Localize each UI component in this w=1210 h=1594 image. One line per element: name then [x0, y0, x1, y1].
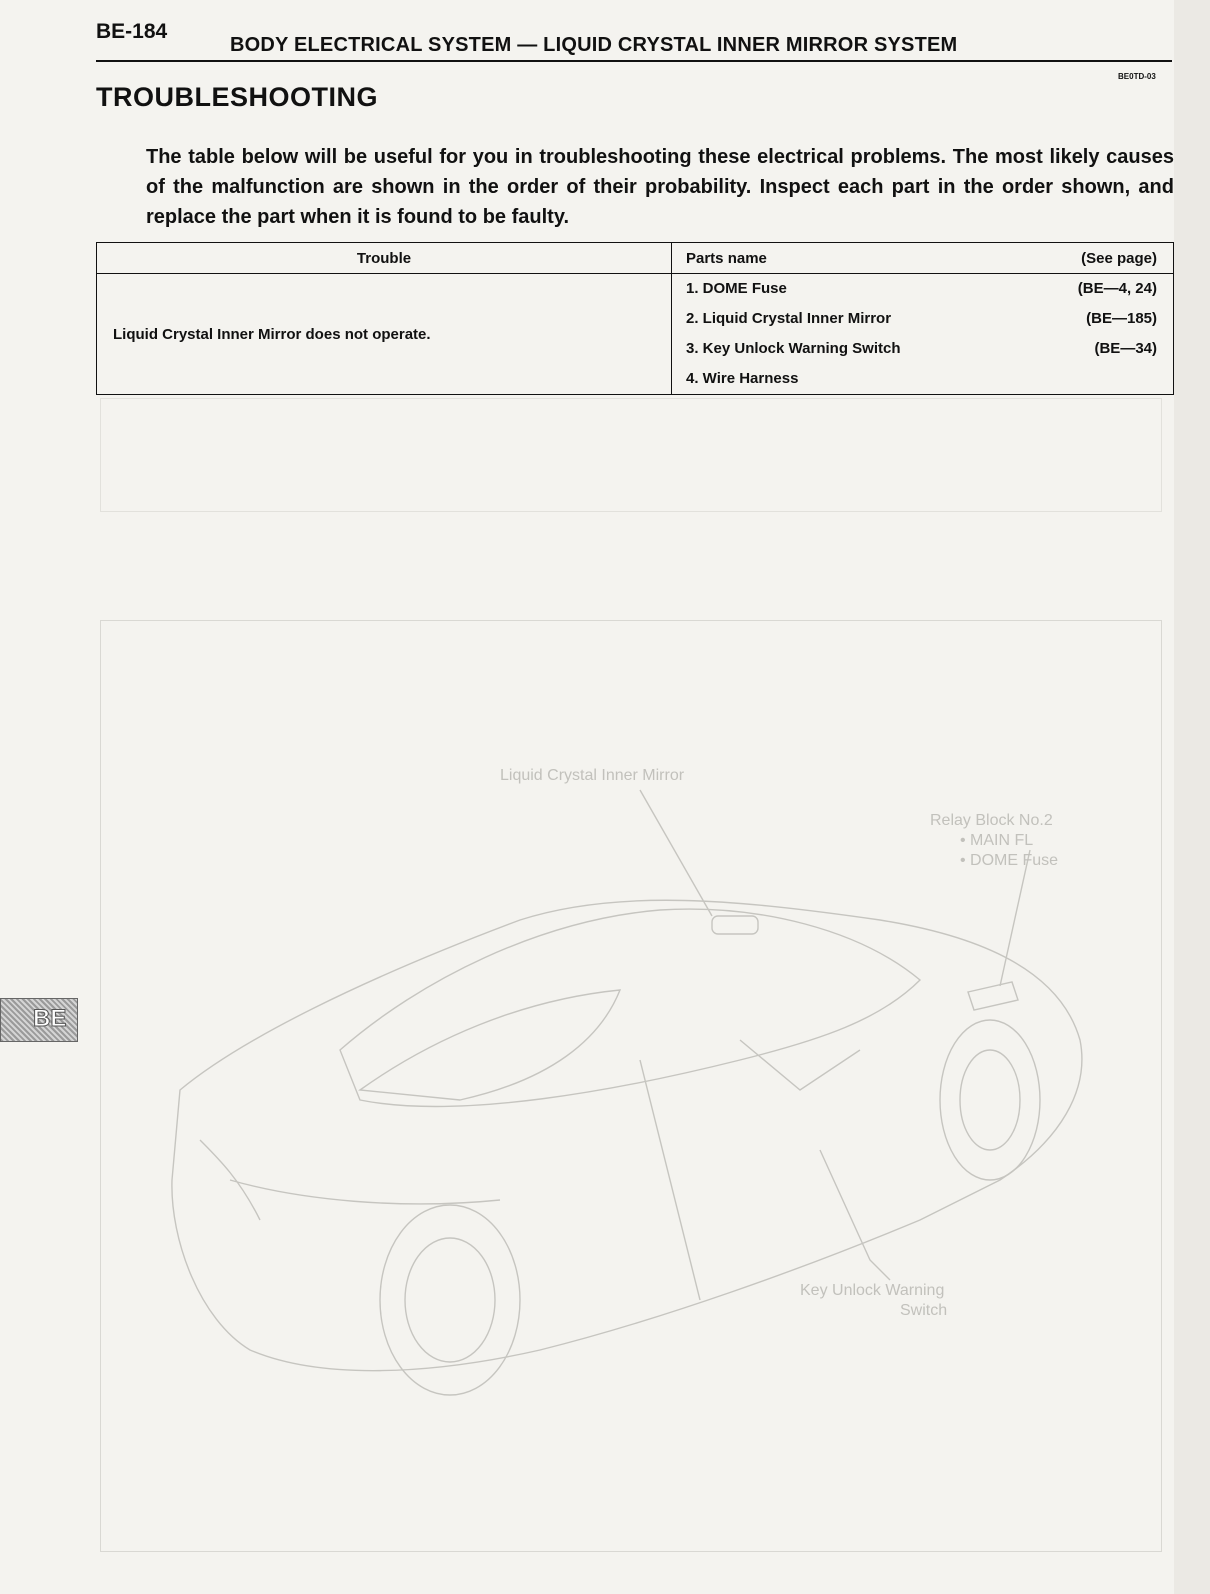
bleed-through-frame: [100, 398, 1162, 512]
column-header-trouble: Trouble: [97, 243, 672, 274]
callout-mirror: Liquid Crystal Inner Mirror: [500, 767, 685, 784]
part-page: (BE—34): [1094, 340, 1157, 357]
see-page-header: (See page): [1081, 249, 1157, 267]
section-tab-label: BE: [33, 1005, 67, 1032]
callout-key-switch-line1: Key Unlock Warning: [800, 1282, 945, 1299]
callout-main-fl: • MAIN FL: [960, 832, 1034, 849]
header-title: BODY ELECTRICAL SYSTEM — LIQUID CRYSTAL INNER MIRROR SYSTEM: [230, 34, 958, 56]
part-name: 2. Liquid Crystal Inner Mirror: [686, 310, 892, 327]
part-name: 3. Key Unlock Warning Switch: [686, 340, 901, 357]
callout-dome-fuse: • DOME Fuse: [960, 852, 1059, 869]
section-title: TROUBLESHOOTING: [96, 82, 378, 112]
part-page: (BE—185): [1086, 310, 1157, 327]
part-name: 4. Wire Harness: [686, 370, 799, 387]
intro-paragraph: The table below will be useful for you in troubleshooting these electrical problems. The most likely causes of the malfunction are shown in the order of their probability. Inspect each part in the order shown, and replace the part when it is found to be faulty.: [146, 146, 1174, 228]
parts-name-header: Parts name: [686, 249, 767, 267]
page-edge-shadow: [1174, 0, 1210, 1594]
parts-list: [672, 274, 1174, 395]
car-illustration: [100, 620, 1160, 1550]
section-tab-be: [0, 998, 78, 1042]
part-item: [672, 334, 1173, 364]
callout-key-switch-line2: Switch: [900, 1302, 948, 1319]
part-item: [672, 364, 1173, 394]
column-header-parts: [672, 243, 1174, 274]
part-name: 1. DOME Fuse: [686, 280, 787, 297]
page-number: BE-184: [96, 20, 168, 43]
part-page: (BE—4, 24): [1077, 280, 1157, 297]
trouble-description: Liquid Crystal Inner Mirror does not operate.: [97, 274, 672, 395]
document-code: BE0TD-03: [1118, 72, 1156, 81]
part-item: [672, 304, 1173, 334]
header-rule: [96, 60, 1172, 62]
table-row: [97, 274, 1174, 395]
troubleshooting-table: [96, 242, 1174, 395]
table-header-row: [97, 243, 1174, 274]
part-item: [672, 274, 1173, 304]
callout-relay-block: Relay Block No.2: [930, 812, 1053, 829]
